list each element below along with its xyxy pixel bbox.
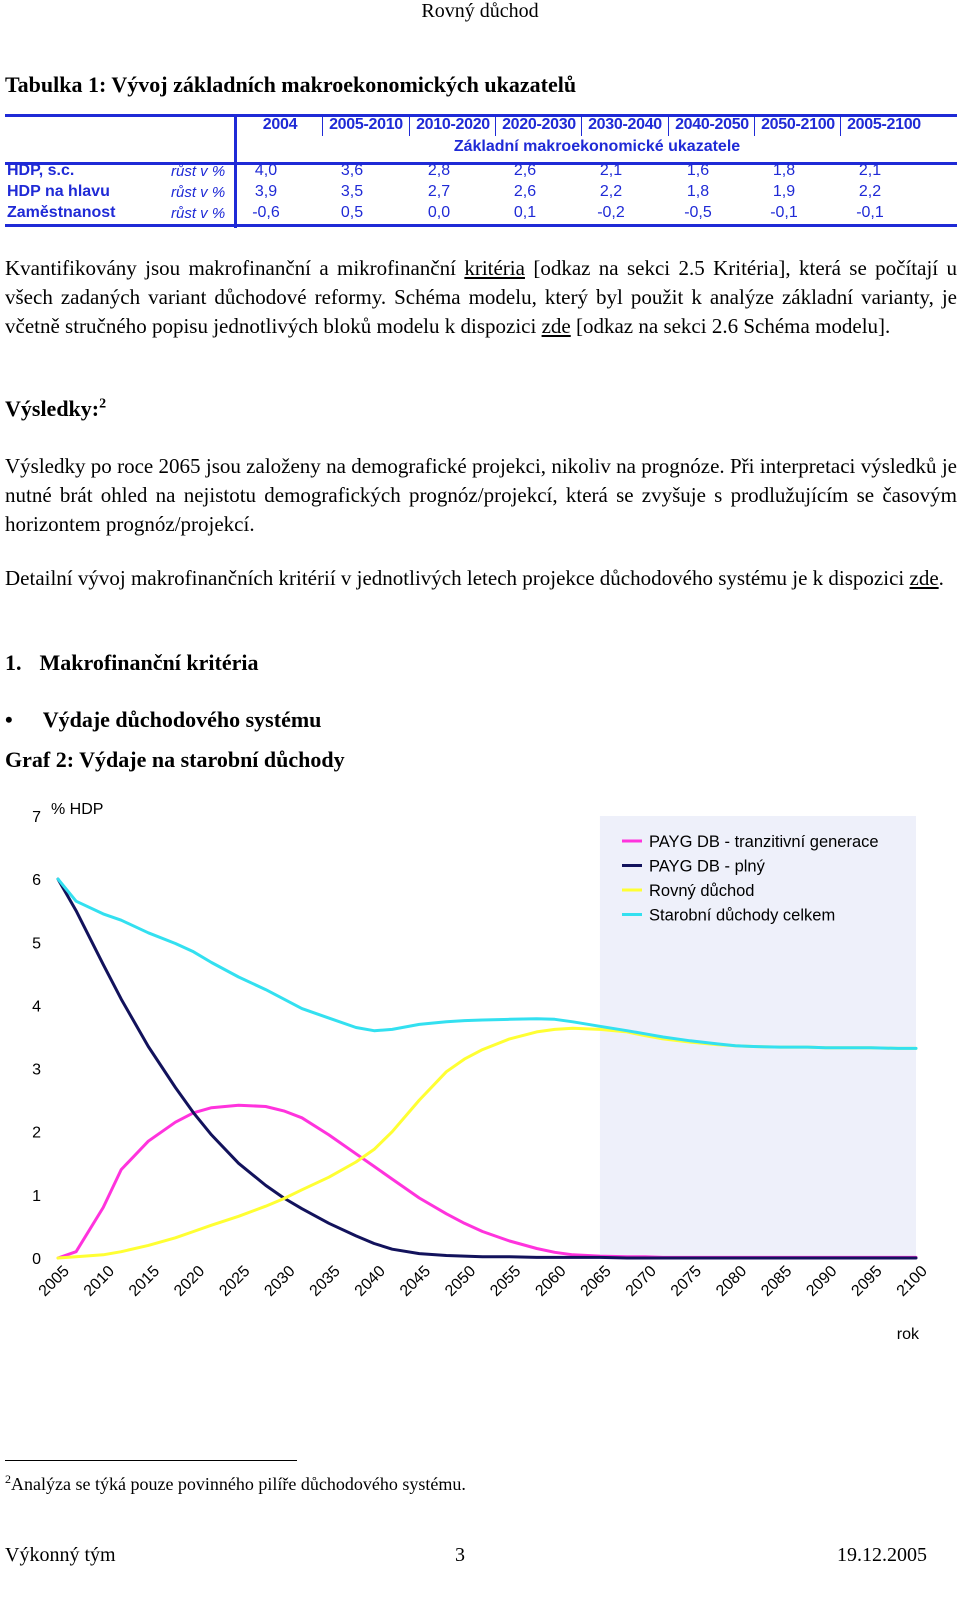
footnote-rule	[5, 1460, 297, 1461]
table-cell: 1,9	[772, 183, 796, 200]
x-tick-label: 2035	[306, 1262, 344, 1300]
table-col-separator	[668, 114, 669, 136]
x-tick-label: 2005	[35, 1262, 73, 1300]
table-rule-mid	[5, 162, 957, 165]
table-cell: -0,1	[770, 204, 798, 221]
table-heading: Tabulka 1: Vývoj základních makroekonomických ukazatelů	[5, 72, 577, 97]
bullet-title: Výdaje důchodového systému	[42, 707, 322, 732]
x-tick-label: 2015	[125, 1262, 164, 1300]
table-cell: 0,1	[513, 204, 537, 221]
detail-text-2: .	[938, 566, 944, 590]
intro-text-2: [odkaz na sekci 2.5 Kritéria], která se počítají u všech zadaných variant důchodové reformy. Schéma modelu, který byl použit k analýze základní varianty, je včetně stručného popisu jednotlivých bloků modelu k dispozici	[5, 256, 957, 338]
table-col-separator	[754, 114, 755, 136]
table-col-header: 2030-2040	[588, 116, 662, 133]
table-cell: 2,6	[513, 183, 537, 200]
detail-link[interactable]: zde	[909, 566, 939, 590]
table-col-separator	[581, 114, 582, 136]
intro-text-1: Kvantifikovány jsou makrofinanční a mikrofinanční	[5, 256, 465, 280]
x-tick-label: 2090	[803, 1262, 841, 1300]
y-tick-label: 7	[32, 809, 41, 826]
x-tick-label: 2065	[577, 1262, 615, 1300]
table-cell: 0,5	[340, 204, 364, 221]
page-number: 3	[455, 1544, 465, 1566]
table-rule-bottom	[5, 224, 957, 227]
table-subheader: Základní makroekonomické ukazatele	[453, 138, 741, 155]
footer-left: Výkonný tým	[5, 1544, 116, 1566]
intro-text-3: [odkaz na sekci 2.6 Schéma modelu].	[570, 314, 891, 338]
table-cell: 1,8	[686, 183, 710, 200]
legend-label: Rovný důchod	[649, 882, 755, 900]
table-cell: 1,6	[686, 162, 710, 179]
table-row-indicator: HDP, s.c.	[7, 162, 75, 179]
x-tick-label: 2085	[758, 1262, 796, 1300]
footer-date: 19.12.2005	[837, 1544, 927, 1566]
table-col-separator	[409, 114, 410, 136]
running-head: Rovný důchod	[421, 0, 539, 22]
table-cell: 2,8	[427, 162, 451, 179]
table-col-separator	[840, 114, 841, 136]
legend-label: PAYG DB - tranzitivní generace	[649, 833, 879, 851]
legend-label: Starobní důchody celkem	[649, 906, 836, 925]
table-col-header: 2020-2030	[502, 116, 576, 133]
footnote	[5, 1472, 466, 1495]
section-title: Makrofinanční kritéria	[39, 650, 259, 675]
x-tick-label: 2050	[442, 1262, 480, 1300]
x-tick-label: 2075	[667, 1262, 706, 1300]
model-link[interactable]: zde	[541, 314, 571, 338]
results-paragraph: Výsledky po roce 2065 jsou založeny na demografické projekci, nikoliv na prognóze. Při interpretaci výsledků je nutné brát ohled na nejistotu demografických prognóz/projekcí, která se zvyšuje s prodlužujícím se časovým horizontem prognóz/projekcí.	[5, 454, 957, 536]
table-col-header: 2004	[262, 116, 298, 133]
y-tick-label: 3	[32, 1061, 41, 1079]
y-axis-label: % HDP	[51, 801, 104, 818]
table-cell: 2,7	[427, 183, 451, 200]
table-cell: 2,1	[599, 162, 623, 179]
footnote-number: 2	[5, 1472, 11, 1486]
table-cell: 3,5	[340, 183, 364, 200]
table-cell: 2,1	[858, 162, 882, 179]
y-tick-label: 0	[32, 1251, 41, 1268]
section-heading	[5, 650, 258, 676]
table-cell: -0,2	[597, 204, 625, 221]
table-col-header: 2005-2010	[329, 116, 403, 133]
section-number: 1.	[5, 650, 22, 675]
table-col-header: 2010-2020	[416, 116, 490, 133]
table-col-header: 2050-2100	[761, 116, 835, 133]
graph-heading: Graf 2: Výdaje na starobní důchody	[5, 747, 345, 772]
table-row-indicator: HDP na hlavu	[7, 183, 110, 200]
criteria-link[interactable]: kritéria	[464, 256, 525, 280]
table-row-indicator: Zaměstnanost	[7, 204, 116, 221]
x-tick-label: 2040	[351, 1262, 389, 1300]
detail-text-1: Detailní vývoj makrofinančních kritérií v jednotlivých letech projekce důchodového systému je k dispozici	[5, 566, 910, 590]
table-col-separator	[322, 114, 323, 136]
y-tick-label: 2	[32, 1124, 41, 1142]
x-tick-label: 2020	[171, 1262, 209, 1300]
table-col-separator	[495, 114, 496, 136]
table-row-unit: růst v %	[171, 184, 226, 201]
x-tick-label: 2010	[80, 1262, 118, 1300]
table-row-unit: růst v %	[171, 205, 226, 222]
detail-paragraph	[5, 564, 957, 593]
x-axis-label: rok	[896, 1326, 919, 1343]
legend-label: PAYG DB - plný	[649, 857, 765, 876]
x-tick-label: 2045	[396, 1262, 435, 1300]
table-cell: 1,8	[772, 162, 796, 179]
table-col-header: 2005-2100	[847, 116, 921, 133]
table-cell: 3,6	[340, 162, 364, 179]
y-tick-label: 4	[32, 998, 41, 1016]
x-tick-label: 2055	[487, 1262, 525, 1300]
bullet-icon: •	[5, 707, 13, 732]
x-tick-label: 2080	[713, 1262, 751, 1300]
y-tick-label: 1	[32, 1187, 41, 1205]
table-col-header: 2040-2050	[675, 116, 749, 133]
bullet-heading	[5, 707, 321, 733]
x-tick-label: 2095	[848, 1262, 886, 1300]
table-cell: 2,2	[599, 183, 623, 200]
results-heading-text: Výsledky:	[5, 396, 100, 421]
y-tick-label: 6	[32, 872, 41, 890]
table-cell: 3,9	[254, 183, 278, 200]
y-tick-label: 5	[32, 935, 41, 953]
pension-expenditure-chart	[0, 790, 960, 1350]
macro-indicator-table	[5, 114, 957, 228]
x-tick-label: 2060	[532, 1262, 570, 1300]
x-tick-label: 2070	[622, 1262, 660, 1300]
intro-paragraph	[5, 254, 957, 341]
results-heading	[5, 396, 106, 422]
footnote-text: Analýza se týká pouze povinného pilíře důchodového systému.	[11, 1474, 466, 1494]
table-cell: -0,6	[252, 204, 280, 221]
x-tick-label: 2100	[893, 1262, 931, 1300]
table-cell: 4,0	[254, 162, 278, 179]
table-cell: 0,0	[427, 204, 451, 221]
table-cell: 2,2	[858, 183, 882, 200]
table-row-unit: růst v %	[171, 163, 226, 180]
x-tick-label: 2030	[261, 1262, 299, 1300]
footnote-mark: 2	[99, 396, 107, 412]
table-cell: -0,5	[684, 204, 712, 221]
x-tick-label: 2025	[216, 1262, 254, 1300]
table-cell: 2,6	[513, 162, 537, 179]
table-cell: -0,1	[856, 204, 884, 221]
